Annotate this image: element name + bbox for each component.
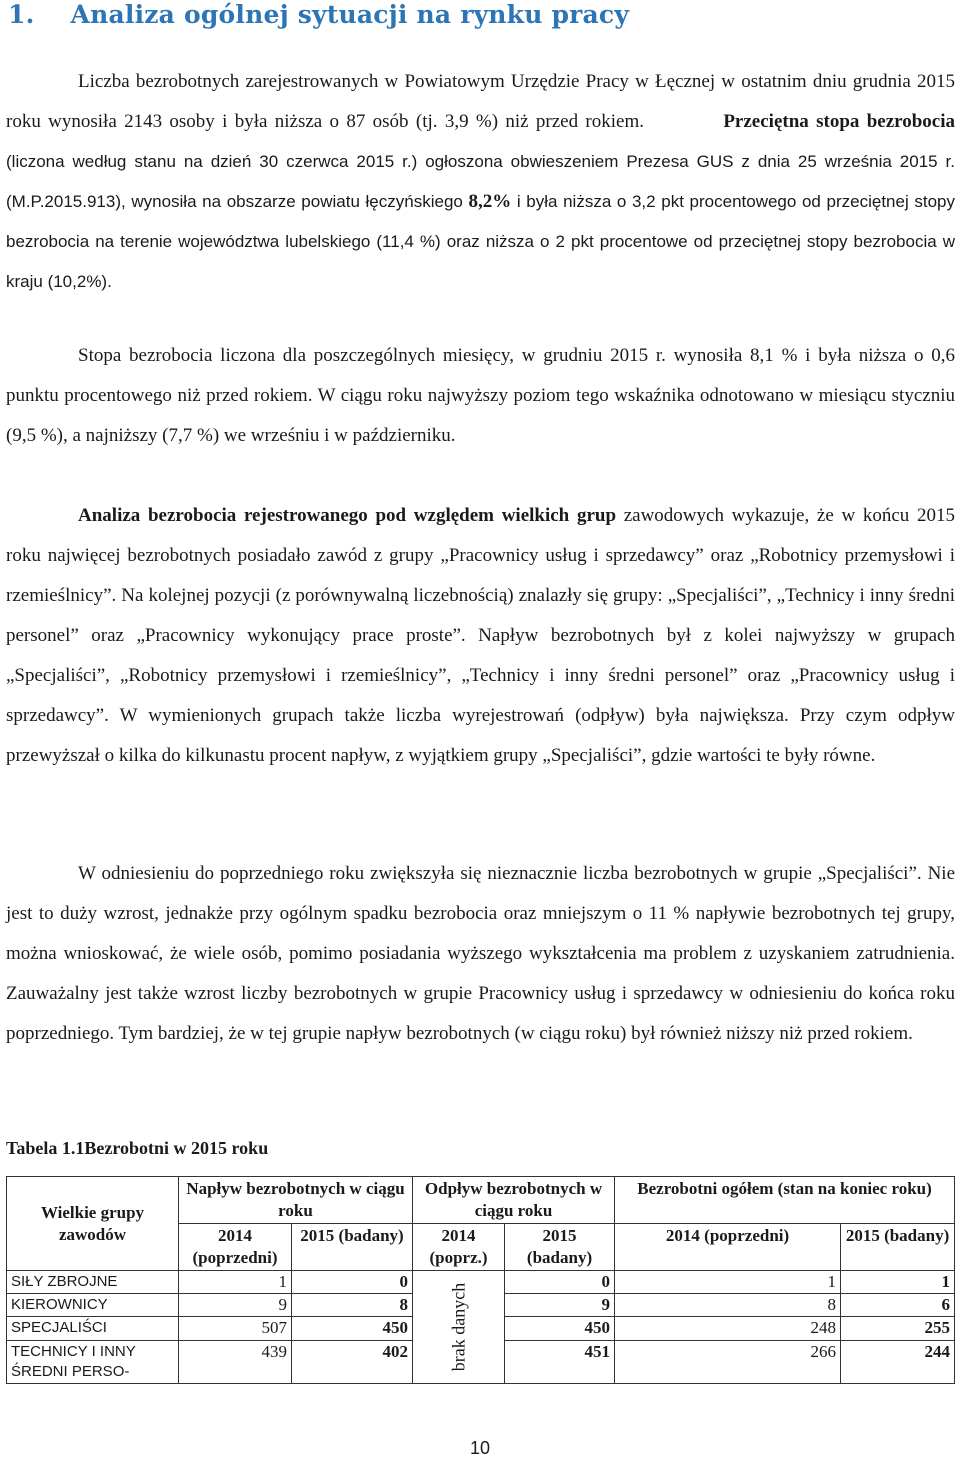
paragraph-4 [6,854,955,1054]
header-inflow: Napływ bezrobotnych w ciągu roku [179,1177,413,1224]
header-inflow-2014: 2014 (poprzedni) [179,1224,292,1271]
no-data-label: brak danych [448,1282,469,1372]
cell-total-2015: 6 [841,1294,955,1317]
p4-text: W odniesieniu do poprzedniego roku zwiększyła się nieznacznie liczba bezrobotnych w grupie „Specjaliści”. Nie jest to duży wzrost, jednakże przy ogólnym spadku bezrobocia oraz mniejszym o 11 % napływie bezrobotnych tej grupy, można wnioskować, że wiele osób, pomimo posiadania wyższego wykształcenia ma problem z uzyskaniem zatrudnienia. Zauważalny jest także wzrost liczby bezrobotnych w grupie Pracownicy usług i sprzedawcy w odniesieniu do końca roku poprzedniego. Tym bardziej, że w tej grupie napływ bezrobotnych (w ciągu roku) był również niższy niż przed rokiem. [6,863,955,1044]
cell-total-2014: 8 [615,1294,841,1317]
header-occupation-groups: Wielkie grupy zawodów [7,1177,179,1271]
table-caption: Tabela 1.1Bezrobotni w 2015 roku [6,1138,269,1158]
table-row [7,1271,955,1294]
p3-text: zawodowych wykazuje, że w końcu 2015 roku najwięcej bezrobotnych posiadało zawód z grupy „Pracownicy usług i sprzedawcy” oraz „Robotnicy przemysłowi i rzemieślnicy”. Na kolejnej pozycji (z porównywalną liczebnością) znalazły się grupy: „Specjaliści”, „Technicy i inny średni personel” oraz „Pracownicy wykonujący prace proste”. Napływ bezrobotnych był z kolei najwyższy w grupach „Specjaliści”, „Robotnicy przemysłowi i rzemieślnicy”, „Technicy i inny średni personel” oraz „Pracownicy usług i sprzedawcy”. W wymienionych grupach także liczba wyrejestrowań (odpływ) była największa. Przy czym odpływ przewyższał o kilka do kilkunastu procent napływ, z wyjątkiem grupy „Specjaliści”, gdzie wartości te były równe. [6,505,955,766]
section-heading [8,0,629,29]
page-number: 10 [469,1438,491,1458]
p3-bold: Analiza bezrobocia rejestrowanego pod względem wielkich grup [78,505,617,526]
p1-sentence-2: (liczona według stanu na dzień 30 czerwca 2015 r.) ogłoszona obwieszeniem Prezesa GUS z dnia 25 września 2015 r.(M.P.2015.913), wynosiła na obszarze powiatu łęczyńskiego [6,152,955,211]
cell-total-2015: 244 [841,1340,955,1383]
header-total: Bezrobotni ogółem (stan na koniec roku) [615,1177,955,1224]
header-outflow: Odpływ bezrobotnych w ciągu roku [413,1177,615,1224]
table-header-row-1 [7,1177,955,1224]
paragraph-2 [6,336,955,456]
cell-outflow-2015: 0 [505,1271,615,1294]
no-data-cell [413,1271,505,1384]
cell-inflow-2015: 402 [292,1340,413,1383]
cell-inflow-2014: 9 [179,1294,292,1317]
p1-sentence-1: Liczba bezrobotnych zarejestrowanych w Powiatowym Urzędzie Pracy w Łęcznej w ostatnim dniu grudnia 2015 roku wynosiła 2143 osoby i była niższa o 87 osób (tj. 3,9 %) niż przed rokiem. [6,71,955,132]
header-inflow-2015: 2015 (badany) [292,1224,413,1271]
p1-rate: 8,2% [468,191,512,212]
p2-text: Stopa bezrobocia liczona dla poszczególnych miesięcy, w grudniu 2015 r. wynosiła 8,1 % i była niższa o 0,6 punktu procentowego niż przed rokiem. W ciągu roku najwyższy poziom tego wskaźnika odnotowano w miesiącu styczniu (9,5 %), a najniższy (7,7 %) we wrześniu i w październiku. [6,345,955,446]
cell-total-2015: 1 [841,1271,955,1294]
paragraph-3 [6,496,955,776]
cell-inflow-2015: 8 [292,1294,413,1317]
section-title: Analiza ogólnej sytuacji na rynku pracy [70,0,630,29]
cell-total-2015: 255 [841,1317,955,1340]
header-outflow-2014: 2014 (poprz.) [413,1224,505,1271]
cell-inflow-2014: 1 [179,1271,292,1294]
header-total-2015: 2015 (badany) [841,1224,955,1271]
header-total-2014: 2014 (poprzedni) [615,1224,841,1271]
cell-total-2014: 248 [615,1317,841,1340]
header-outflow-2015: 2015 (badany) [505,1224,615,1271]
cell-inflow-2015: 0 [292,1271,413,1294]
cell-inflow-2014: 507 [179,1317,292,1340]
cell-outflow-2015: 450 [505,1317,615,1340]
row-name: SPECJALIŚCI [7,1317,179,1340]
section-number: 1. [8,0,35,29]
row-name: TECHNICY I INNY ŚREDNI PERSO- [7,1340,179,1383]
p1-sentence-3: i była niższa o 3,2 pkt procentowego od przeciętnej stopy bezrobocia na terenie województwa lubelskiego (11,4 %) oraz niższa o 2 pkt procentowe od przeciętnej stopy bezrobocia w kraju (10,2%). [6,192,955,291]
cell-inflow-2014: 439 [179,1340,292,1383]
paragraph-1 [6,62,955,302]
cell-outflow-2015: 9 [505,1294,615,1317]
p1-bold-term: Przeciętna stopa bezrobocia [723,111,956,132]
cell-inflow-2015: 450 [292,1317,413,1340]
unemployment-table [6,1176,955,1384]
cell-total-2014: 1 [615,1271,841,1294]
cell-outflow-2015: 451 [505,1340,615,1383]
cell-total-2014: 266 [615,1340,841,1383]
row-name: KIEROWNICY [7,1294,179,1317]
row-name: SIŁY ZBROJNE [7,1271,179,1294]
